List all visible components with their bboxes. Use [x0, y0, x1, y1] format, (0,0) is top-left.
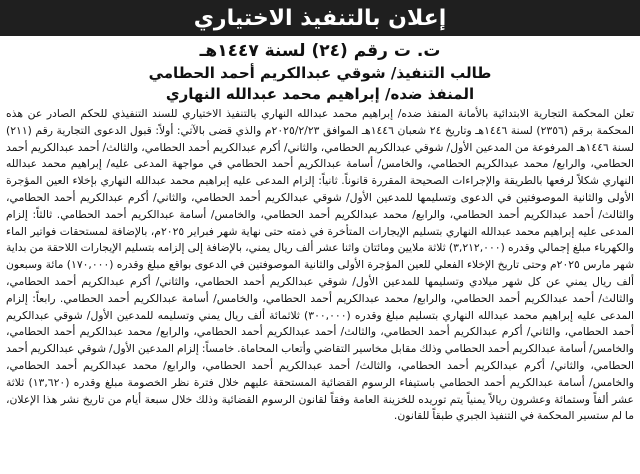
- notice-body: تعلن المحكمة التجارية الابتدائية بالأمانة المنفذ ضده/ إبراهيم محمد عبدالله النهاري بالتنفيذ الاختياري للسند التنفيذي للحكم الصادر عن هذه المحكمة برقم (٢٣٥٦) لسنة ١٤٤٦هـ وتاريخ ٢٤ شعبان ١٤٤٦هـ الموافق ٢٠٢٥/٢/٢٣م والذي قضى بالآتي: أولاً: قبول الدعوى التجارية رقم (٢١١) لسنة ١٤٤٦هـ المرفوعة من المدعين الأول/ شوقي عبدالكريم الحطامي، والثاني/ أكرم عبدالكريم أحمد الحطامي، والثالث/ أحمد عبدالكريم أحمد الحطامي، والرابع/ محمد عبدالكريم الحطامي، والخامس/ أسامة عبدالكريم أحمد الحطامي في مواجهة المدعى عليه/ إبراهيم محمد عبدالله النهاري شكلاً لرفعها بالطريقة والإجراءات الصحيحة المقررة قانوناً. ثانياً: إلزام المدعى عليه إبراهيم محمد عبدالله النهاري بإخلاء العين المؤجرة الأولى والثانية الموصوفتين في الدعوى وتسليمها للمدعين الأول/ شوقي عبدالكريم أحمد الحطامي، والثاني/ أكرم عبدالكريم أحمد الحطامي، والثالث/ أحمد عبدالكريم أحمد الحطامي، والرابع/ محمد عبدالكريم أحمد الحطامي، والخامس/ أسامة عبدالكريم أحمد الحطامي. ثالثاً: إلزام المدعى عليه إبراهيم محمد عبدالله النهاري بتسليم الإيجارات المتأخرة في ذمته حتى نهاية شهر فبراير ٢٠٢٥م، بالإضافة لمستحقات فواتير الماء والكهرباء مبلغ إجمالي وقدره (٣,٢١٢,٠٠٠) ثلاثة ملايين ومائتان واثنا عشر ألف ريال يمني، بالإضافة إلى إلزامه بتسليم الإيجارات اللاحقة من بداية شهر مارس ٢٠٢٥م وحتى تاريخ الإخلاء الفعلي للعين المؤجرة الأولى والثانية الموصوفتين في الدعوى بواقع مبلغ وقدره (١٧٠,٠٠٠) مائة وسبعون ألف ريال يمني عن كل شهر ميلادي وتسليمها للمدعين الأول/ شوقي عبدالكريم أحمد الحطامي، والثاني/ أكرم عبدالكريم أحمد الحطامي، والثالث/ أحمد عبدالكريم أحمد الحطامي، والرابع/ محمد عبدالكريم أحمد الحطامي، والخامس/ أسامة عبدالكريم أحمد الحطامي. رابعاً: إلزام المدعى عليه إبراهيم محمد عبدالله النهاري بتسليم مبلغ وقدره (٣٠٠,٠٠٠) ثلاثمائة ألف ريال يمني وتسليمه للمدعين الأول/ شوقي عبدالكريم أحمد الحطامي، والثاني/ أكرم عبدالكريم أحمد الحطامي، والثالث/ أحمد عبدالكريم أحمد الحطامي، والرابع/ محمد عبدالكريم أحمد الحطامي، والخامس/ أسامة عبدالكريم أحمد الحطامي وذلك مقابل مخاسير التقاضي وأتعاب المحاماة. خامساً: إلزام المدعين الأول/ شوقي عبدالكريم أحمد الحطامي، والثاني/ أكرم عبدالكريم أحمد الحطامي، والثالث/ أحمد عبدالكريم أحمد الحطامي، والرابع/ محمد عبدالكريم أحمد الحطامي، والخامس/ أسامة عبدالكريم أحمد الحطامي باستيفاء الرسوم القضائية المستحقة عليهم خلال فترة نظر الخصومة مبلغ وقدره (١٣,٦٢٠) ثلاثة عشر ألفاً وستمائة وعشرون ريالاً يمنياً يتم توريده للخزينة العامة وفقاً لقانون الرسوم القضائية وذلك خلال سبعة أيام من تاريخ نشر هذا الإعلان، ما لم ستسير المحكمة في التنفيذ الجبري طبقاً للقانون.: [6, 107, 634, 423]
- respondent-line: المنفذ ضده/ إبراهيم محمد عبدالله النهاري: [165, 85, 475, 103]
- applicant-line: طالب التنفيذ/ شوقي عبدالكريم أحمد الحطامي: [148, 64, 492, 82]
- notice-title: إعلان بالتنفيذ الاختياري: [193, 5, 447, 31]
- notice-banner: [0, 0, 640, 36]
- case-number: ت. ت رقم (٢٤) لسنة ١٤٤٧هـ: [199, 41, 441, 61]
